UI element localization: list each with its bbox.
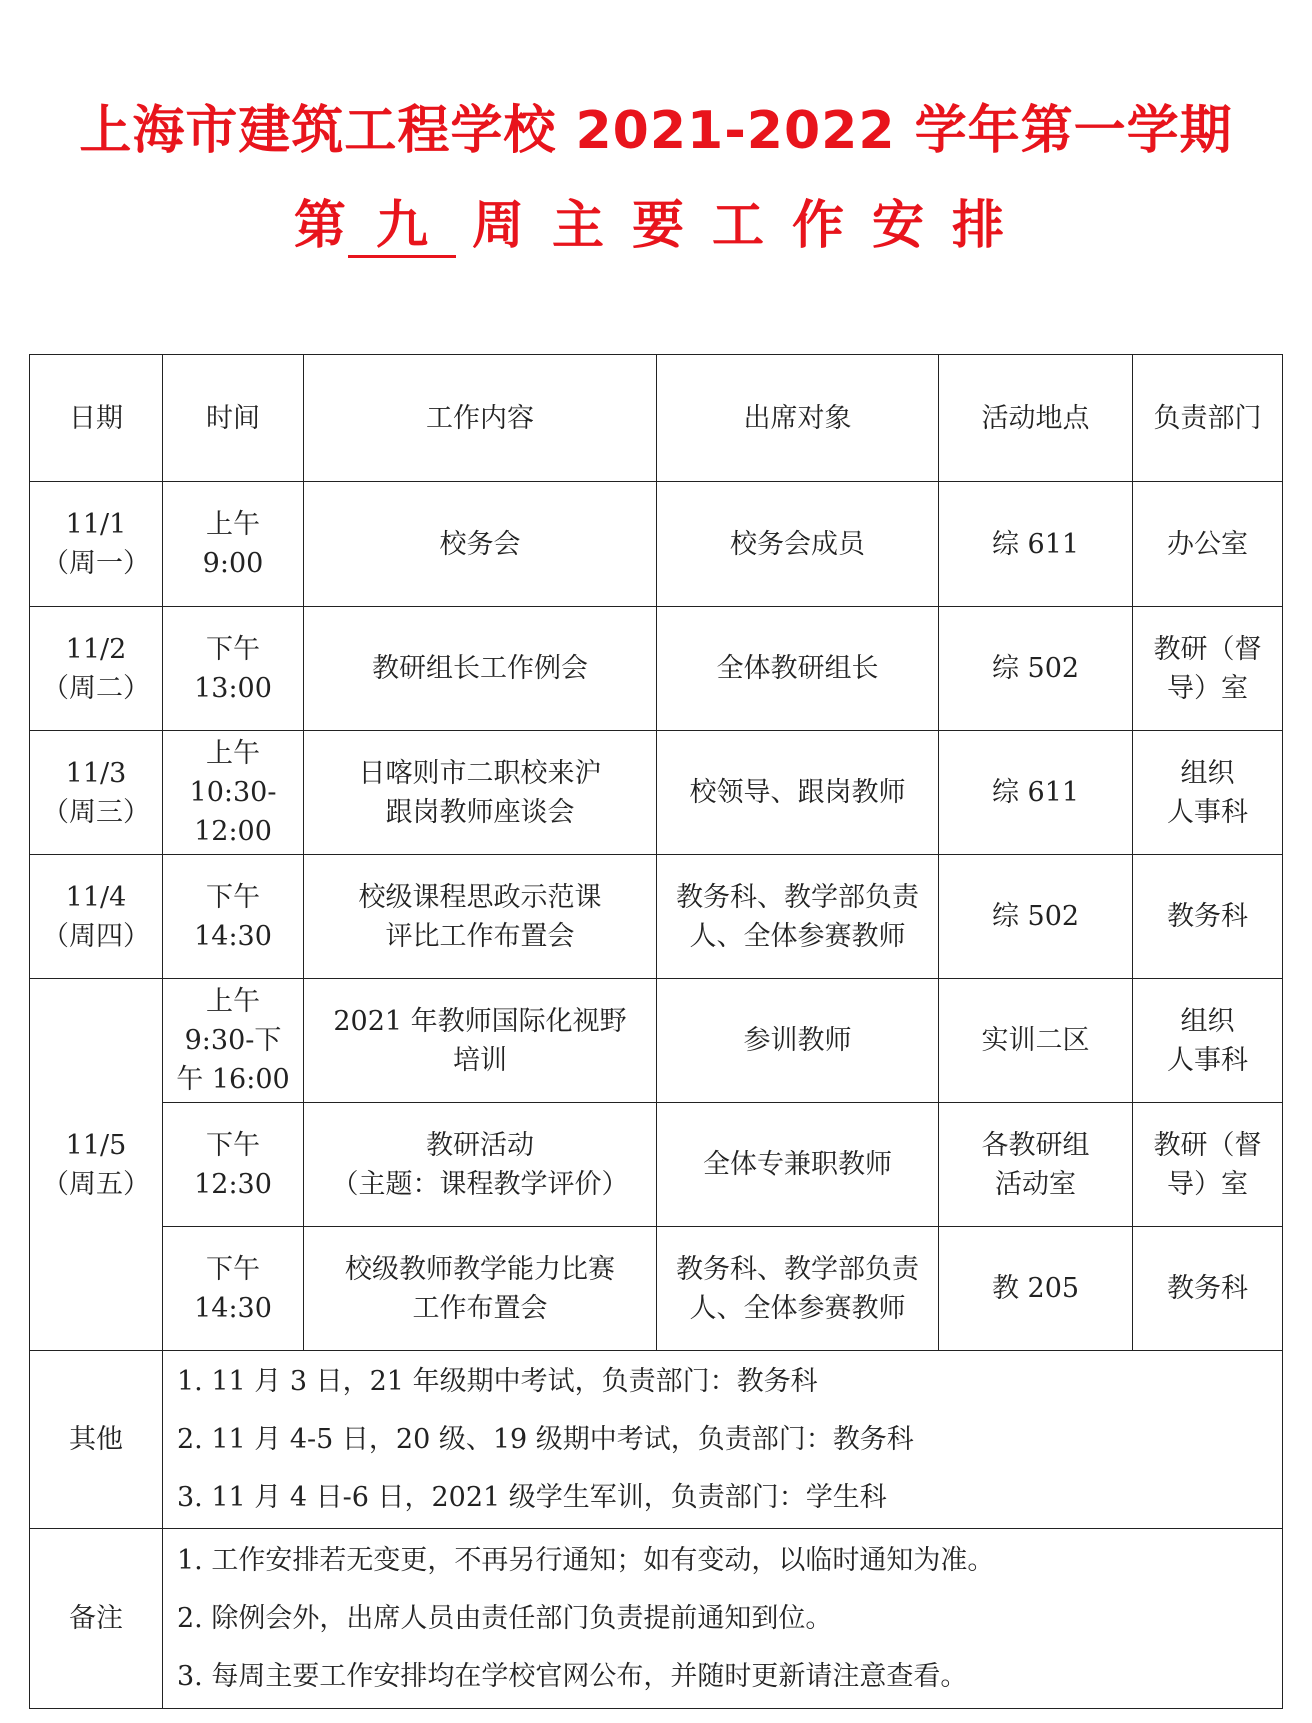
- date-cell: 11/4 （周四）: [30, 855, 163, 979]
- week-number: 九: [348, 198, 456, 258]
- other-label: 其他: [30, 1351, 163, 1529]
- date-cell: 11/1 （周一）: [30, 482, 163, 607]
- subtitle-char: 工: [712, 196, 765, 256]
- table-row: [30, 1103, 1283, 1227]
- subtitle-char: 安: [872, 196, 925, 256]
- remarks-list: [163, 1529, 1283, 1709]
- list-item: 2. 除例会外，出席人员由责任部门负责提前通知到位。: [177, 1602, 833, 1634]
- attendees-cell: 校务会成员: [657, 482, 939, 607]
- table-row: [30, 607, 1283, 731]
- list-item: 1. 11 月 3 日，21 年级期中考试，负责部门：教务科: [177, 1365, 818, 1397]
- dept-cell: 教务科: [1133, 1227, 1283, 1351]
- table-row: [30, 482, 1283, 607]
- header-cell: 日期: [30, 355, 163, 482]
- other-row: [30, 1351, 1283, 1529]
- list-item: 3. 11 月 4 日-6 日，2021 级学生军训，负责部门：学生科: [177, 1481, 887, 1513]
- time-cell: 下午 12:30: [163, 1103, 304, 1227]
- content-cell: 教研组长工作例会: [304, 607, 657, 731]
- header-cell: 工作内容: [304, 355, 657, 482]
- attendees-cell: 教务科、教学部负责 人、全体参赛教师: [657, 1227, 939, 1351]
- header-cell: 出席对象: [657, 355, 939, 482]
- content-cell: 校务会: [304, 482, 657, 607]
- content-cell: 校级课程思政示范课 评比工作布置会: [304, 855, 657, 979]
- time-cell: 下午 14:30: [163, 855, 304, 979]
- remarks-label: 备注: [30, 1529, 163, 1709]
- dept-cell: 教研（督 导）室: [1133, 1103, 1283, 1227]
- content-cell: 教研活动 （主题：课程教学评价）: [304, 1103, 657, 1227]
- list-item: 3. 每周主要工作安排均在学校官网公布，并随时更新请注意查看。: [177, 1660, 968, 1692]
- subtitle-prefix: 第: [293, 196, 346, 256]
- time-cell: 上午 10:30- 12:00: [163, 731, 304, 855]
- location-cell: 综 502: [939, 855, 1133, 979]
- document-title: 上海市建筑工程学校 2021-2022 学年第一学期: [79, 101, 1233, 161]
- remarks-row: [30, 1529, 1283, 1709]
- content-cell: 日喀则市二职校来沪 跟岗教师座谈会: [304, 731, 657, 855]
- dept-cell: 办公室: [1133, 482, 1283, 607]
- dept-cell: 组织 人事科: [1133, 979, 1283, 1103]
- header-cell: 时间: [163, 355, 304, 482]
- time-cell: 下午 13:00: [163, 607, 304, 731]
- table-row: [30, 1227, 1283, 1351]
- subtitle-char: 作: [792, 196, 845, 256]
- schedule-table: [29, 354, 1283, 1709]
- table-row: [30, 731, 1283, 855]
- location-cell: 综 611: [939, 731, 1133, 855]
- subtitle-char: 要: [631, 196, 684, 256]
- list-item: 1. 工作安排若无变更，不再另行通知；如有变动，以临时通知为准。: [177, 1544, 995, 1576]
- content-cell: 2021 年教师国际化视野 培训: [304, 979, 657, 1103]
- subtitle-char: 排: [952, 196, 1005, 256]
- header-row: [30, 355, 1283, 482]
- header-cell: 负责部门: [1133, 355, 1283, 482]
- subtitle-char: 周: [471, 196, 524, 256]
- list-item: 2. 11 月 4-5 日，20 级、19 级期中考试，负责部门：教务科: [177, 1423, 914, 1455]
- date-cell: 11/2 （周二）: [30, 607, 163, 731]
- attendees-cell: 参训教师: [657, 979, 939, 1103]
- date-cell: 11/5 （周五）: [30, 979, 163, 1351]
- attendees-cell: 教务科、教学部负责 人、全体参赛教师: [657, 855, 939, 979]
- subtitle-char: 主: [551, 196, 604, 256]
- date-cell: 11/3 （周三）: [30, 731, 163, 855]
- attendees-cell: 全体专兼职教师: [657, 1103, 939, 1227]
- location-cell: 各教研组 活动室: [939, 1103, 1133, 1227]
- dept-cell: 教务科: [1133, 855, 1283, 979]
- header-cell: 活动地点: [939, 355, 1133, 482]
- dept-cell: 组织 人事科: [1133, 731, 1283, 855]
- time-cell: 上午 9:00: [163, 482, 304, 607]
- table-row: [30, 979, 1283, 1103]
- location-cell: 实训二区: [939, 979, 1133, 1103]
- table-row: [30, 855, 1283, 979]
- attendees-cell: 全体教研组长: [657, 607, 939, 731]
- location-cell: 综 502: [939, 607, 1133, 731]
- time-cell: 下午 14:30: [163, 1227, 304, 1351]
- dept-cell: 教研（督 导）室: [1133, 607, 1283, 731]
- content-cell: 校级教师教学能力比赛 工作布置会: [304, 1227, 657, 1351]
- other-list: [163, 1351, 1283, 1529]
- time-cell: 上午 9:30-下 午 16:00: [163, 979, 304, 1103]
- document-subtitle: [0, 183, 1312, 258]
- attendees-cell: 校领导、跟岗教师: [657, 731, 939, 855]
- location-cell: 教 205: [939, 1227, 1133, 1351]
- location-cell: 综 611: [939, 482, 1133, 607]
